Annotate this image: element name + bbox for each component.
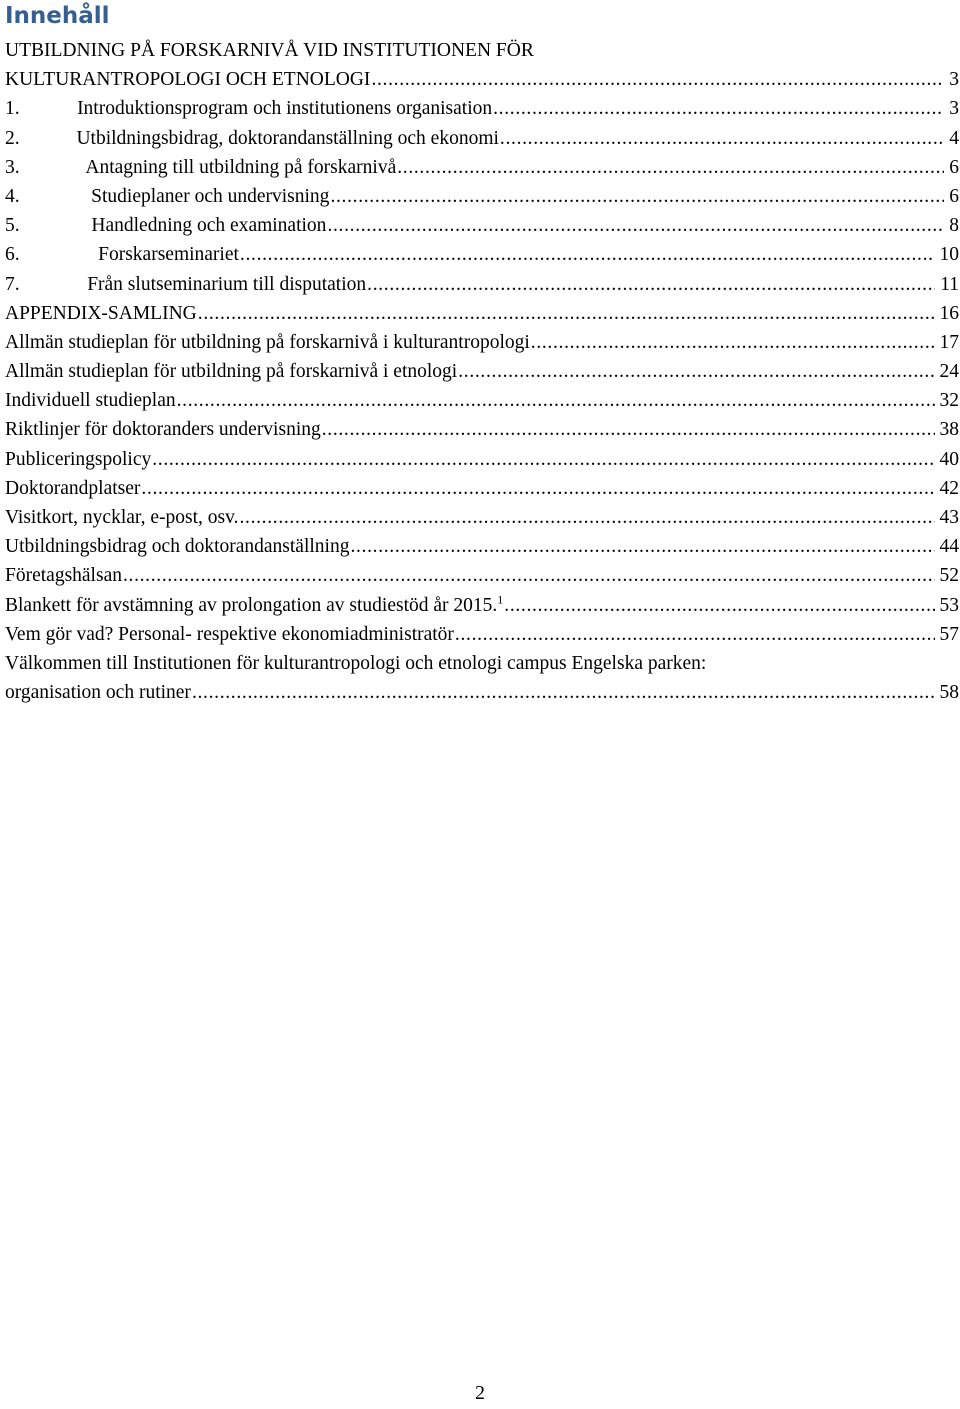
toc-entry-title: Forskarseminariet <box>98 244 239 266</box>
toc-entry-vem-gor-vad[interactable] <box>5 620 959 649</box>
toc-entry-foretagshalsan[interactable] <box>5 561 959 590</box>
toc-page-number: 53 <box>939 594 959 616</box>
toc-entry-riktlinjer[interactable] <box>5 415 959 444</box>
toc-entry-appendix-samling[interactable] <box>5 299 959 328</box>
toc-page-number: 6 <box>949 185 959 207</box>
toc-entry-slutseminarium[interactable] <box>5 270 959 299</box>
dot-leader <box>350 532 934 561</box>
toc-page-number: 3 <box>949 69 959 91</box>
dot-leader <box>123 561 935 590</box>
toc-entry-utbildningsbidrag[interactable] <box>5 124 959 153</box>
toc-page-number: 52 <box>939 565 959 587</box>
dot-leader <box>240 240 935 269</box>
toc-page-number: 57 <box>939 623 959 645</box>
toc-page-number: 11 <box>940 273 959 295</box>
toc-entry-title: Från slutseminarium till disputation <box>87 273 367 295</box>
toc-entry-publiceringspolicy[interactable] <box>5 445 959 474</box>
toc-entry-handledning[interactable] <box>5 211 959 240</box>
toc-entry-title-line1: UTBILDNING PÅ FORSKARNIVÅ VID INSTITUTIONEN FÖR <box>5 40 534 61</box>
toc-entry-studieplan-etnologi[interactable] <box>5 357 959 386</box>
toc-entry-title: Individuell studieplan <box>5 390 176 412</box>
toc-entry-title: Riktlinjer för doktoranders undervisning <box>5 419 321 441</box>
dot-leader <box>504 591 934 620</box>
toc-entry-title: Allmän studieplan för utbildning på forskarnivå i kulturantropologi <box>5 331 530 353</box>
toc-entry-studieplan-kulturantropologi[interactable] <box>5 328 959 357</box>
toc-entry-blankett-prolongation[interactable] <box>5 591 959 620</box>
toc-entry-title: Antagning till utbildning på forskarnivå <box>85 156 397 178</box>
toc-entry-title: Allmän studieplan för utbildning på forskarnivå i etnologi <box>5 361 458 383</box>
toc-entry-title: APPENDIX-SAMLING <box>5 302 197 324</box>
toc-page-number: 16 <box>939 302 959 324</box>
toc-entry-number: 6. <box>5 244 20 266</box>
toc-page-number: 43 <box>939 507 959 528</box>
toc-entry-title: Visitkort, nycklar, e-post, osv. <box>5 507 239 528</box>
toc-entry-title: Utbildningsbidrag och doktorandanställning <box>5 536 350 558</box>
toc-page-number: 4 <box>949 127 959 149</box>
dot-leader <box>239 503 934 532</box>
toc-page-number: 40 <box>939 448 959 470</box>
toc-entry-number: 4. <box>5 185 20 207</box>
toc-page-number: 3 <box>949 98 959 120</box>
toc-page-number: 38 <box>939 419 959 441</box>
toc-page-number: 17 <box>939 331 959 353</box>
dot-leader <box>141 474 934 503</box>
toc-entry-title: Vem gör vad? Personal- respektive ekonomiadministratör <box>5 623 454 645</box>
dot-leader <box>455 620 935 649</box>
toc-entry-title-line2: KULTURANTROPOLOGI OCH ETNOLOGI <box>5 69 371 91</box>
toc-entry-title <box>5 591 503 620</box>
toc-page-number: 10 <box>939 244 959 266</box>
toc-entry-title: Introduktionsprogram och institutionens organisation <box>77 98 493 120</box>
toc-list <box>5 36 959 707</box>
toc-entry-title: Publiceringspolicy <box>5 448 152 470</box>
dot-leader <box>493 94 944 123</box>
dot-leader <box>177 386 935 415</box>
toc-page-number: 58 <box>939 682 959 704</box>
toc-entry-utbildning-pa-forskarniva[interactable] <box>5 36 959 94</box>
toc-entry-studieplaner[interactable] <box>5 182 959 211</box>
dot-leader <box>192 678 935 707</box>
toc-entry-number: 1. <box>5 98 20 120</box>
page-number-footer: 2 <box>475 1382 485 1404</box>
toc-entry-title-line2: organisation och rutiner <box>5 682 191 704</box>
toc-page-number: 24 <box>939 361 959 383</box>
dot-leader <box>367 270 935 299</box>
toc-page <box>5 0 959 707</box>
toc-entry-introduktionsprogram[interactable] <box>5 94 959 123</box>
dot-leader <box>330 182 944 211</box>
dot-leader <box>327 211 944 240</box>
dot-leader <box>531 328 935 357</box>
toc-entry-doktorandplatser[interactable] <box>5 474 959 503</box>
toc-page-number: 42 <box>939 477 959 499</box>
toc-entry-number: 7. <box>5 273 20 295</box>
toc-entry-title: Utbildningsbidrag, doktorandanställning och ekonomi <box>76 127 499 149</box>
dot-leader <box>500 124 944 153</box>
toc-heading: Innehåll <box>5 3 110 29</box>
toc-entry-utbildningsbidrag-anstallning[interactable] <box>5 532 959 561</box>
dot-leader <box>397 153 944 182</box>
dot-leader <box>322 415 935 444</box>
toc-page-number: 32 <box>939 390 959 412</box>
toc-entry-number: 5. <box>5 215 20 237</box>
toc-entry-title-text: Blankett för avstämning av prolongation av studiestöd år 2015. <box>5 594 498 616</box>
dot-leader <box>371 65 944 94</box>
toc-entry-title: Studieplaner och undervisning <box>91 185 330 207</box>
toc-entry-title: Handledning och examination <box>91 215 327 237</box>
toc-entry-antagning[interactable] <box>5 153 959 182</box>
toc-page-number: 6 <box>949 156 959 178</box>
toc-entry-number: 2. <box>5 127 20 149</box>
toc-entry-individuell-studieplan[interactable] <box>5 386 959 415</box>
toc-entry-forskarseminariet[interactable] <box>5 240 959 269</box>
footnote-marker: 1 <box>497 592 504 607</box>
dot-leader <box>152 445 934 474</box>
toc-entry-visitkort[interactable] <box>5 503 959 532</box>
dot-leader <box>458 357 934 386</box>
toc-page-number: 8 <box>949 215 959 237</box>
toc-entry-number: 3. <box>5 156 20 178</box>
toc-entry-valkommen[interactable] <box>5 649 959 707</box>
toc-entry-title-line1: Välkommen till Institutionen för kulturantropologi och etnologi campus Engelska parken: <box>5 652 707 674</box>
toc-entry-title: Doktorandplatser <box>5 477 141 499</box>
dot-leader <box>198 299 935 328</box>
toc-entry-title: Företagshälsan <box>5 565 122 587</box>
toc-page-number: 44 <box>939 536 959 558</box>
